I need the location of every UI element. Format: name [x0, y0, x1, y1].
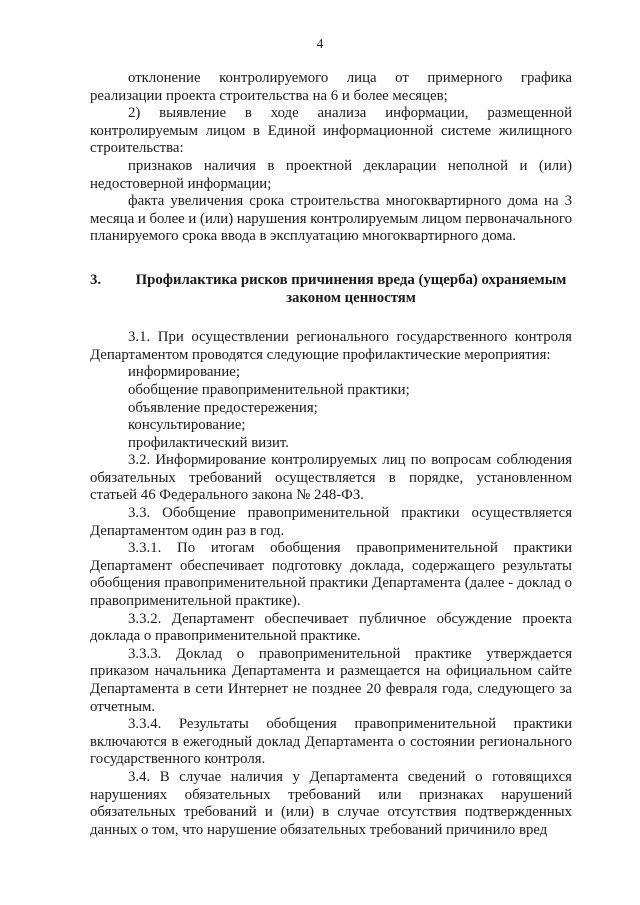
paragraph: 3.2. Информирование контролируемых лиц по вопросам соблюдения обязательных требований осуществляется в порядке, установленном статьей 46 Федерального закона № 248-ФЗ. [90, 452, 572, 504]
section-number: 3. [90, 271, 102, 288]
page-number: 4 [316, 36, 324, 51]
section-title: Профилактика рисков причинения вреда (ущерба) охраняемым законом ценностям [135, 271, 567, 306]
document-body [90, 70, 572, 839]
section-heading [90, 272, 572, 307]
paragraph: факта увеличения срока строительства многоквартирного дома на 3 месяца и более и (или) нарушения контролируемым лицом первоначального планируемого срока ввода в эксплуатацию многоквартирного дома. [90, 193, 573, 245]
paragraph: отклонение контролируемого лица от примерного графика реализации проекта строительства на 6 и более месяцев; [90, 70, 572, 104]
paragraph: 3.3.3. Доклад о правоприменительной практике утверждается приказом начальника Департамента и размещается на официальном сайте Департамента в сети Интернет не позднее 20 февраля года, следующего за отчетным. [90, 645, 572, 715]
paragraph: 2) выявление в ходе анализа информации, размещенной контролируемым лицом в Единой информационной системе жилищного строительства: [90, 105, 572, 157]
paragraph: 3.4. В случае наличия у Департамента сведений о готовящихся нарушениях обязательных требований или признаках нарушений обязательных требований и (или) в случае отсутствия подтвержденных данных о том, что нарушение обязательных требований причинило вред [90, 768, 572, 838]
list-item: консультирование; [128, 417, 246, 434]
list-item: профилактический визит. [128, 434, 289, 451]
list-item: объявление предостережения; [128, 399, 318, 416]
paragraph: 3.3.1. По итогам обобщения правоприменительной практики Департамент обеспечивает подготовку доклада, содержащего результаты обобщения правоприменительной практики Департамента (далее - доклад о правоприменительной практике). [90, 540, 572, 610]
paragraph: 3.3.2. Департамент обеспечивает публичное обсуждение проекта доклада о правоприменительной практике. [90, 610, 572, 645]
paragraph: признаков наличия в проектной декларации неполной и (или) недостоверной информации; [90, 157, 572, 192]
paragraph: 3.3.4. Результаты обобщения правоприменительной практики включаются в ежегодный доклад Департамента о состоянии регионального государственного контроля. [90, 716, 572, 768]
list-item: информирование; [128, 364, 240, 381]
paragraph: 3.1. При осуществлении регионального государственного контроля Департаментом проводятся следующие профилактические мероприятия: [90, 329, 572, 363]
paragraph: 3.3. Обобщение правоприменительной практики осуществляется Департаментом один раз в год. [90, 505, 572, 539]
list-item: обобщение правоприменительной практики; [128, 381, 410, 398]
